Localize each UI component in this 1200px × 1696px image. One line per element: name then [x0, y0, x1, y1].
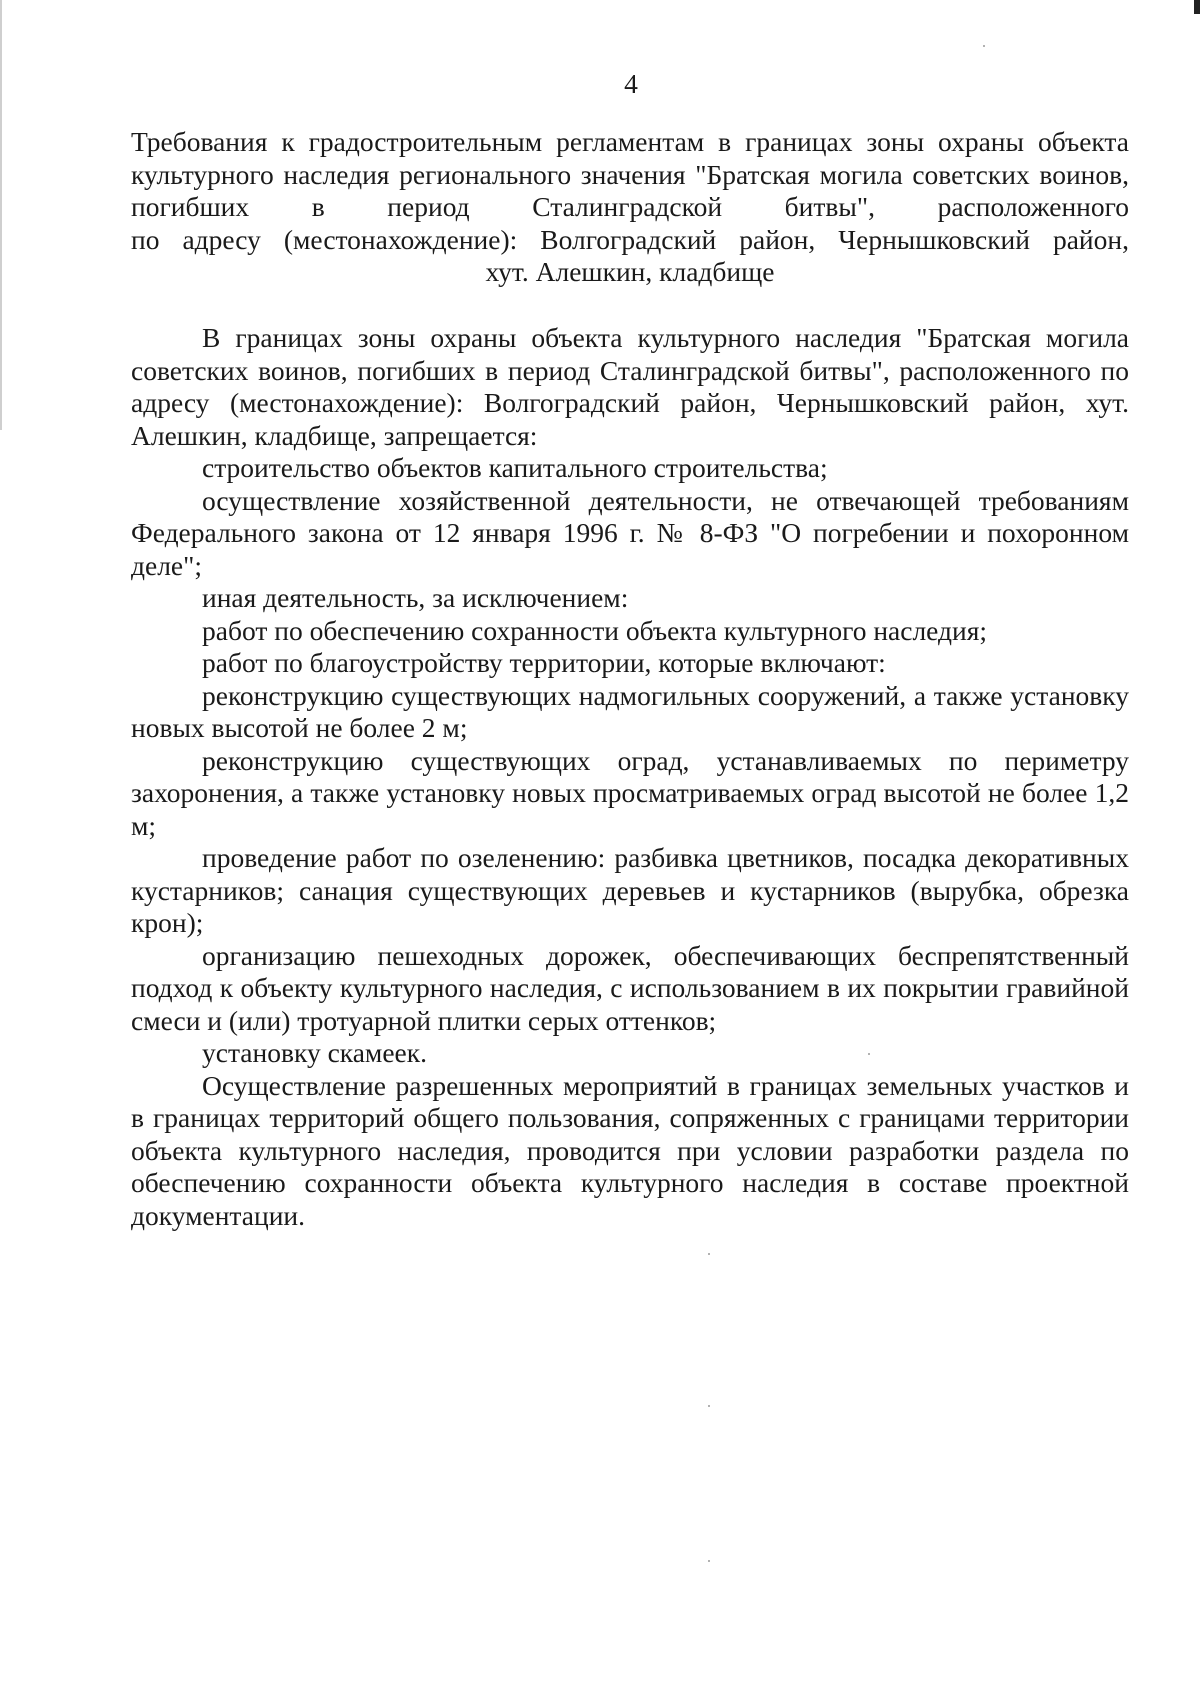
body-paragraph: реконструкцию существующих надмогильных сооружений, а также установку новых высотой не более 2 м; — [131, 679, 1129, 743]
heading-line: погибших в период Сталинградской битвы", расположенного — [131, 191, 1129, 222]
body-paragraph: работ по благоустройству территории, которые включают: — [202, 647, 886, 678]
document-heading — [131, 126, 1129, 289]
body-paragraph: иная деятельность, за исключением: — [202, 582, 629, 613]
body-paragraph: В границах зоны охраны объекта культурного наследия "Братская могила советских воинов, погибших в период Сталинградской битвы", расположенного по адресу (местонахождение): Волгоградский район, Чернышковский район, хут. Алешкин, кладбище, запрещается: — [131, 322, 1129, 451]
heading-line: по адресу (местонахождение): Волгоградский район, Чернышковский район, — [131, 223, 1129, 255]
body-paragraph: работ по обеспечению сохранности объекта культурного наследия; — [202, 614, 988, 646]
scan-speck — [708, 1560, 710, 1562]
scan-speck — [983, 45, 985, 47]
body-paragraph: проведение работ по озеленению: разбивка цветников, посадка декоративных кустарников; санация существующих деревьев и кустарников (вырубка, обрезка крон); — [131, 842, 1129, 938]
heading-line: хут. Алешкин, кладбище — [485, 256, 775, 287]
scan-speck — [708, 1253, 710, 1255]
body-paragraph: строительство объектов капитального строительства; — [202, 452, 828, 483]
scan-corner-mark — [1194, 0, 1200, 14]
body-paragraph: установку скамеек. — [202, 1037, 427, 1068]
body-paragraph: Осуществление разрешенных мероприятий в границах земельных участков и в границах территорий общего пользования, сопряженных с границами территории объекта культурного наследия, проводится при условии разработки раздела по обеспечению сохранности объекта культурного наследия в составе проектной документации. — [131, 1069, 1129, 1231]
heading-line: культурного наследия регионального значения "Братская могила советских воинов, — [131, 158, 1129, 190]
body-paragraph: организацию пешеходных дорожек, обеспечивающих беспрепятственный подход к объекту культурного наследия, с использованием в их покрытии гравийной смеси и (или) тротуарной плитки серых оттенков; — [131, 939, 1129, 1036]
document-body — [131, 322, 1129, 1232]
heading-line: Требования к градостроительным регламентам в границах зоны охраны объекта — [131, 126, 1129, 157]
body-paragraph: реконструкцию существующих оград, устанавливаемых по периметру захоронения, а также установку новых просматриваемых оград высотой не более 1,2 м; — [131, 744, 1129, 841]
page-number: 4 — [624, 68, 638, 99]
body-paragraph: осуществление хозяйственной деятельности, не отвечающей требованиям Федерального закона от 12 января 1996 г. № 8-ФЗ "О погребении и похоронном деле"; — [131, 484, 1129, 581]
scan-speck — [708, 1405, 710, 1407]
scan-left-edge — [0, 0, 2, 430]
